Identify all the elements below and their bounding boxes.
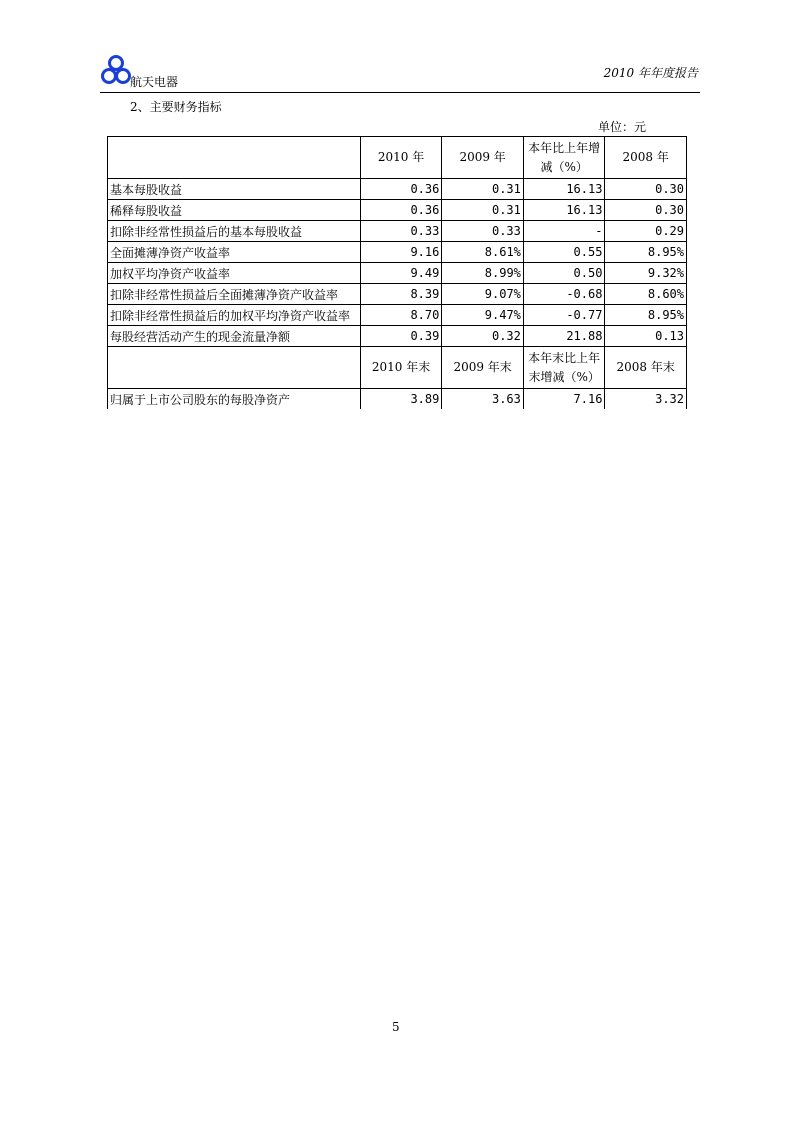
value-cell-change: 21.88	[523, 326, 605, 347]
unit-label: 单位：元	[598, 120, 647, 134]
value-cell-v2008: 8.95%	[605, 242, 687, 263]
value-cell-v2010: 0.36	[360, 200, 442, 221]
header-cell	[108, 137, 361, 179]
row-label: 稀释每股收益	[108, 200, 361, 221]
table-row	[108, 389, 687, 410]
value-cell-change: -	[523, 221, 605, 242]
value-cell-v2009: 8.61%	[442, 242, 524, 263]
table-row	[108, 179, 687, 200]
row-label: 扣除非经常性损益后的基本每股收益	[108, 221, 361, 242]
company-name: 航天电器	[130, 75, 179, 89]
value-cell-v2009: 0.31	[442, 179, 524, 200]
value-cell-v2009: 3.63	[442, 389, 524, 410]
financial-indicators-table	[107, 136, 687, 409]
value-cell-v2008: 8.60%	[605, 284, 687, 305]
table-body	[108, 137, 687, 410]
header-cell: 2009 年	[442, 137, 524, 179]
value-cell-v2009: 0.31	[442, 200, 524, 221]
header-cell: 2008 年	[605, 137, 687, 179]
table-row	[108, 242, 687, 263]
value-cell-v2008: 9.32%	[605, 263, 687, 284]
report-title: 2010 年年度报告	[603, 66, 698, 80]
page-number: 5	[392, 1020, 400, 1034]
value-cell-v2008: 0.13	[605, 326, 687, 347]
header-cell: 2010 年	[360, 137, 442, 179]
row-label: 基本每股收益	[108, 179, 361, 200]
row-label: 加权平均净资产收益率	[108, 263, 361, 284]
value-cell-v2009: 0.32	[442, 326, 524, 347]
value-cell-v2010: 8.70	[360, 305, 442, 326]
table-row	[108, 221, 687, 242]
value-cell-v2010: 0.39	[360, 326, 442, 347]
header-cell: 2008 年末	[605, 347, 687, 389]
value-cell-change: -0.77	[523, 305, 605, 326]
header-cell	[108, 347, 361, 389]
value-cell-v2008: 3.32	[605, 389, 687, 410]
value-cell-v2009: 8.99%	[442, 263, 524, 284]
table-row	[108, 263, 687, 284]
value-cell-v2010: 3.89	[360, 389, 442, 410]
value-cell-v2008: 8.95%	[605, 305, 687, 326]
value-cell-v2008: 0.30	[605, 179, 687, 200]
row-label: 扣除非经常性损益后的加权平均净资产收益率	[108, 305, 361, 326]
value-cell-change: 16.13	[523, 179, 605, 200]
table-row	[108, 284, 687, 305]
row-label: 归属于上市公司股东的每股净资产	[108, 389, 361, 410]
value-cell-change: 16.13	[523, 200, 605, 221]
value-cell-v2010: 0.36	[360, 179, 442, 200]
header-cell: 2009 年末	[442, 347, 524, 389]
header-divider	[100, 92, 700, 93]
value-cell-change: 0.55	[523, 242, 605, 263]
value-cell-v2009: 9.07%	[442, 284, 524, 305]
header-cell: 本年末比上年末增减（%）	[523, 347, 605, 389]
value-cell-v2008: 0.29	[605, 221, 687, 242]
value-cell-v2010: 9.16	[360, 242, 442, 263]
value-cell-v2009: 9.47%	[442, 305, 524, 326]
value-cell-v2009: 0.33	[442, 221, 524, 242]
value-cell-v2010: 8.39	[360, 284, 442, 305]
three-ring-logo-icon	[100, 55, 132, 85]
row-label: 扣除非经常性损益后全面摊薄净资产收益率	[108, 284, 361, 305]
value-cell-v2008: 0.30	[605, 200, 687, 221]
value-cell-change: 7.16	[523, 389, 605, 410]
value-cell-v2010: 0.33	[360, 221, 442, 242]
table-header-row	[108, 137, 687, 179]
section-title: 2、主要财务指标	[130, 100, 222, 114]
row-label: 全面摊薄净资产收益率	[108, 242, 361, 263]
header-cell: 本年比上年增减（%）	[523, 137, 605, 179]
value-cell-v2010: 9.49	[360, 263, 442, 284]
table-row	[108, 200, 687, 221]
value-cell-change: 0.50	[523, 263, 605, 284]
value-cell-change: -0.68	[523, 284, 605, 305]
table-row	[108, 326, 687, 347]
table-row	[108, 305, 687, 326]
row-label: 每股经营活动产生的现金流量净额	[108, 326, 361, 347]
header-cell: 2010 年末	[360, 347, 442, 389]
table-header-row-year-end	[108, 347, 687, 389]
